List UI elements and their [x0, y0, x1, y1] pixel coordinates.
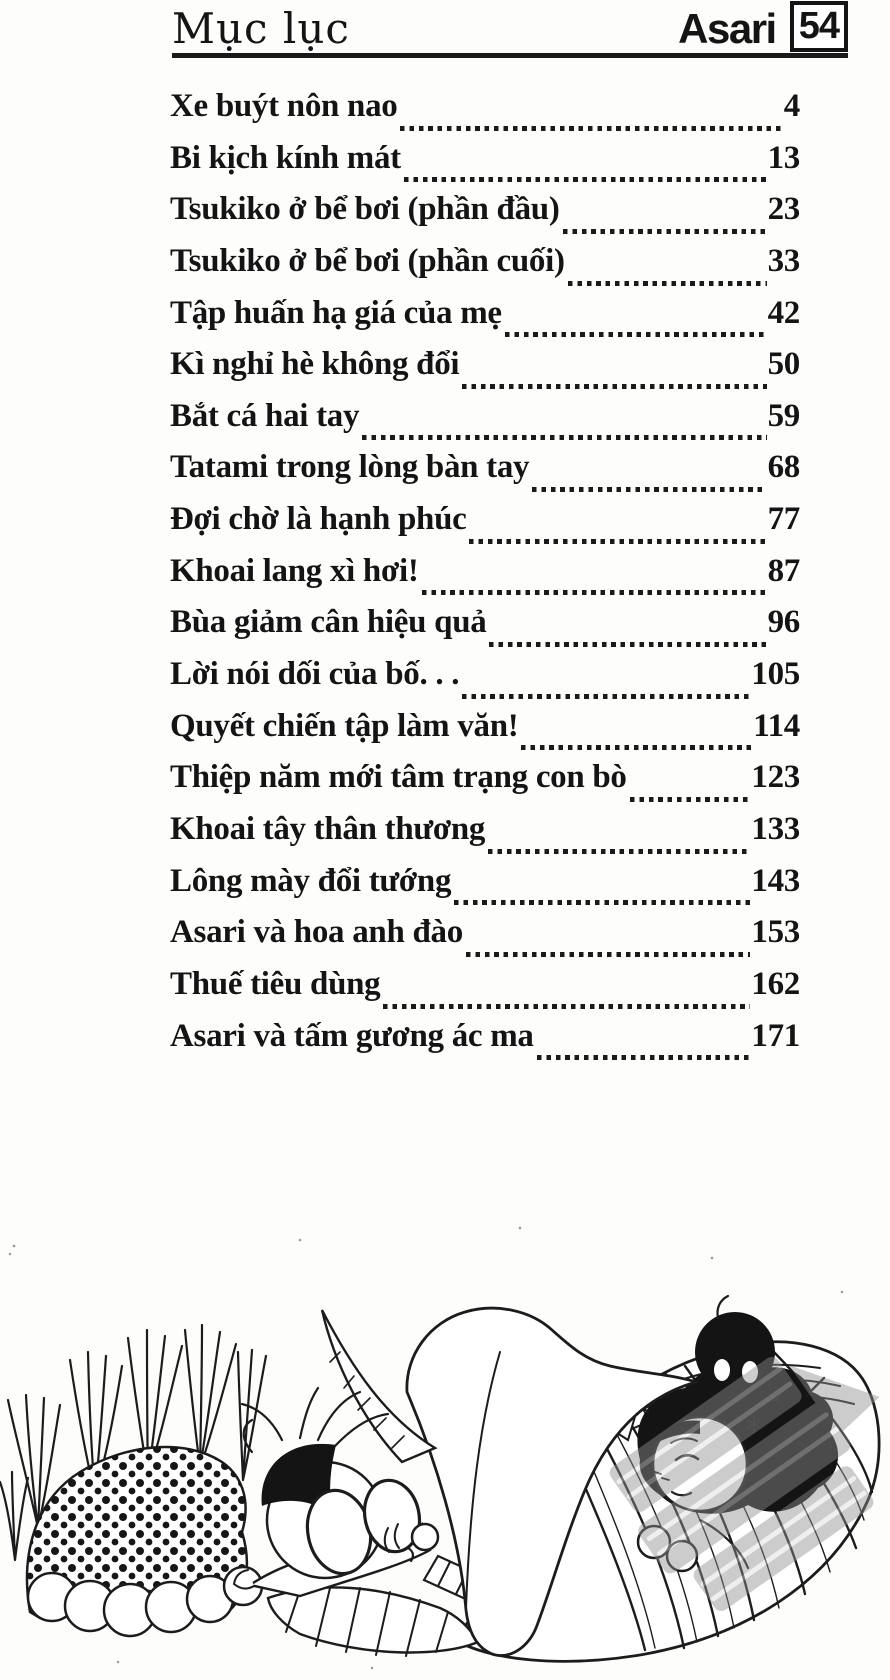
toc-entry-page: 33: [767, 242, 800, 279]
dotted-leader: [489, 642, 766, 647]
header-divider: [172, 53, 848, 58]
toc-entry-page: 114: [753, 707, 800, 744]
dotted-leader: [462, 694, 750, 699]
toc-row: [170, 191, 800, 243]
toc-row: [170, 398, 800, 450]
dotted-leader: [462, 384, 766, 389]
toc-entry-page: 87: [767, 552, 800, 589]
toc-row: [170, 243, 800, 295]
toc-entry-title: Kì nghỉ hè không đổi: [170, 346, 460, 383]
toc-entry-title: Asari và hoa anh đào: [170, 914, 463, 951]
dotted-leader: [454, 900, 750, 905]
toc-entry-page: 13: [767, 139, 800, 176]
toc-entry-title: Tsukiko ở bể bơi (phần cuối): [170, 242, 565, 279]
toc-list: [170, 88, 800, 1069]
toc-entry-page: 133: [751, 810, 800, 847]
toc-entry-title: Xe buýt nôn nao: [170, 88, 398, 124]
toc-entry-page: 42: [767, 294, 800, 331]
dotted-leader: [532, 487, 766, 492]
toc-row: [170, 1018, 800, 1070]
toc-entry-page: 143: [751, 862, 800, 899]
dotted-leader: [400, 126, 782, 131]
toc-illustration: [0, 1210, 890, 1680]
toc-row: [170, 553, 800, 605]
dotted-leader: [383, 1004, 750, 1009]
polka-dot-pillow: [27, 1447, 262, 1636]
toc-entry-page: 4: [783, 88, 800, 124]
toc-entry-page: 23: [767, 191, 800, 228]
toc-entry-title: Tập huấn hạ giá của mẹ: [170, 294, 502, 331]
toc-entry-page: 96: [767, 604, 800, 641]
toc-row: [170, 449, 800, 501]
toc-entry-page: 105: [751, 656, 800, 693]
toc-entry-title: Khoai lang xì hơi!: [170, 552, 419, 589]
toc-row: [170, 811, 800, 863]
toc-entry-page: 50: [767, 346, 800, 383]
toc-row: [170, 759, 800, 811]
toc-row: [170, 966, 800, 1018]
toc-row: [170, 863, 800, 915]
volume-badge: 54: [790, 1, 848, 52]
toc-entry-title: Bắt cá hai tay: [170, 397, 360, 434]
toc-entry-title: Tatami trong lòng bàn tay: [170, 449, 530, 486]
toc-entry-title: Quyết chiến tập làm văn!: [170, 707, 519, 744]
dotted-leader: [466, 952, 750, 957]
toc-entry-page: 123: [751, 759, 800, 796]
toc-entry-page: 77: [767, 501, 800, 538]
dotted-leader: [422, 590, 767, 595]
toc-entry-title: Khoai tây thân thương: [170, 810, 486, 847]
toc-entry-title: Thiệp năm mới tâm trạng con bò: [170, 759, 627, 796]
header: [172, 2, 848, 52]
toc-entry-page: 162: [751, 965, 800, 1002]
toc-row: [170, 140, 800, 192]
toc-entry-title: Đợi chờ là hạnh phúc: [170, 501, 467, 538]
sleeping-dad: [234, 1388, 438, 1596]
dotted-leader: [469, 539, 766, 544]
toc-entry-page: 171: [751, 1017, 800, 1054]
toc-row: [170, 346, 800, 398]
toc-entry-title: Bùa giảm cân hiệu quả: [170, 604, 487, 641]
toc-entry-page: 153: [751, 914, 800, 951]
toc-row: [170, 914, 800, 966]
leaf-tip-left: [268, 1587, 478, 1656]
toc-entry-title: Lời nói dối của bố. . .: [170, 656, 460, 693]
toc-entry-page: 68: [767, 449, 800, 486]
page-title: Mục lục: [172, 4, 350, 53]
toc-row: [170, 88, 800, 140]
toc-row: [170, 604, 800, 656]
dotted-leader: [568, 281, 767, 286]
dotted-leader: [505, 332, 767, 337]
toc-entry-page: 59: [767, 397, 800, 434]
dotted-leader: [521, 745, 752, 750]
dotted-leader: [362, 435, 766, 440]
toc-entry-title: Thuế tiêu dùng: [170, 965, 381, 1002]
dad-hand: [412, 1524, 438, 1550]
toc-row: [170, 708, 800, 760]
dotted-leader: [488, 849, 750, 854]
toc-row: [170, 501, 800, 553]
dotted-leader: [404, 177, 767, 182]
dotted-leader: [630, 797, 751, 802]
toc-row: [170, 656, 800, 708]
series-title: Asari: [678, 5, 776, 52]
toc-entry-title: Tsukiko ở bể bơi (phần đầu): [170, 191, 560, 228]
toc-row: [170, 295, 800, 347]
series-brand: [678, 1, 848, 52]
toc-entry-title: Lông mày đổi tướng: [170, 862, 452, 899]
dotted-leader: [537, 1055, 751, 1060]
dotted-leader: [563, 229, 767, 234]
toc-entry-title: Bi kịch kính mát: [170, 139, 401, 176]
toc-entry-title: Asari và tấm gương ác ma: [170, 1017, 534, 1054]
